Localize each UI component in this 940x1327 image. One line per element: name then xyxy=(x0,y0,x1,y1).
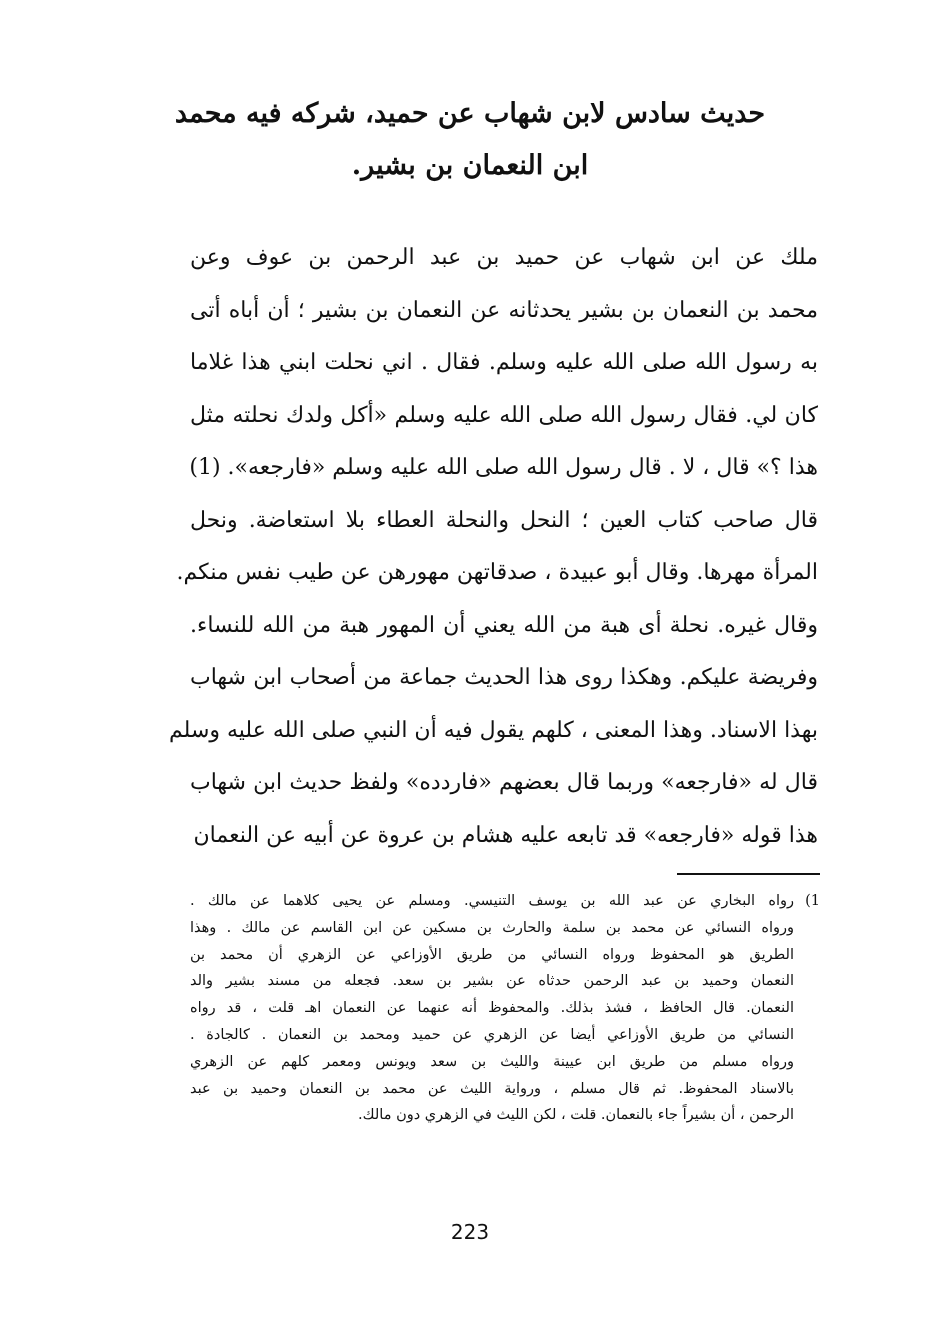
footnote-marker: 1) xyxy=(805,893,820,909)
footnote-line: الرحمن ، أن بشيراً جاء بالنعمان. قلت ، لكن الليث في الزهري دون مالك. xyxy=(358,1107,794,1124)
heading-line-2: ابن النعمان بن بشير. xyxy=(351,150,589,181)
body-line: ملك عن ابن شهاب عن حميد بن عبد الرحمن بن عوف وعن xyxy=(190,245,818,270)
chapter-heading xyxy=(150,88,790,192)
footnote-line: الطريق هو المحفوظ ورواه النسائي من طريق الأوزاعي عن الزهري أن محمد بن xyxy=(190,946,794,963)
body-line: بهذا الاسناد. وهذا المعنى ، كلهم يقول فيه أن النبي صلى الله عليه وسلم xyxy=(169,717,818,743)
footnote-line: النعمان. قال الحافظ ، فشذ بذلك. والمحفوظ أنه عنهما عن النعمان اهـ قلت ، قد رواه xyxy=(190,1000,794,1017)
body-line: محمد بن النعمان بن بشير يحدثانه عن النعمان بن بشير ؛ أن أباه أتى xyxy=(190,297,819,323)
footnote-text xyxy=(190,888,794,1129)
body-line: هذا ؟» قال ، لا . قال رسول الله صلى الله عليه وسلم «فارجعه». (1) xyxy=(189,455,818,480)
footnotes xyxy=(190,888,820,1129)
body-line: به رسول الله صلى الله عليه وسلم. فقال . اني نحلت ابني هذا غلاما xyxy=(190,350,818,375)
body-line: وفريضة عليكم. وهكذا روى هذا الحديث جماعة من أصحاب ابن شهاب xyxy=(190,665,818,690)
page-number: 223 xyxy=(450,1220,490,1244)
body-line: هذا قوله «فارجعه» قد تابعه عليه هشام بن عروة عن أبيه عن النعمان xyxy=(193,822,818,848)
footnote-line: ورواه مسلم من طريق ابن عيينة والليث بن سعد ويونس ومعمر كلهم عن الزهري xyxy=(190,1053,794,1070)
body-line: قال له «فارجعه» وربما قال بعضهم «فاردده» ولفظ حديث ابن شهاب xyxy=(190,770,818,795)
footnote-line: النعمان وحميد بن عبد الرحمن حدثاه عن بشير بن سعد. فجعله من مسند بشير والد xyxy=(190,973,794,990)
body-line: المرأة مهرها. وقال أبو عبيدة ، صدقاتهن مهورهن عن طيب نفس منكم. xyxy=(176,560,818,585)
footnote-line: بالاسناد المحفوظ. ثم قال مسلم ، ورواية الليث عن محمد بن النعمان وحميد بن عبد xyxy=(190,1080,794,1097)
footnote-divider xyxy=(677,873,820,875)
body-line: وقال غيره. نحلة أى هبة من الله يعني أن المهور هبة من الله للنساء. xyxy=(190,612,818,638)
heading-line-1: حديث سادس لابن شهاب عن حميد، شركه فيه محمد xyxy=(174,98,766,129)
footnote-line: النسائي من طريق الأوزاعي أيضا عن الزهري عن حميد ومحمد بن النعمان . كالجادة . xyxy=(190,1026,794,1043)
body-line: كان لي. فقال رسول الله صلى الله عليه وسلم «أكل ولدك نحلته مثل xyxy=(190,402,818,428)
body-line: قال صاحب كتاب العين ؛ النحل والنحلة العطاء بلا استعاضة. ونحل xyxy=(190,507,818,533)
footnote-line: ورواه النسائي عن محمد بن سلمة والحارث بن مسكين عن ابن القاسم عن مالك . وهذا xyxy=(190,919,794,936)
footnote-1 xyxy=(190,888,820,1129)
footnote-line: رواه البخاري عن عبد الله بن يوسف التنيسي. ومسلم عن يحيى كلاهما عن مالك . xyxy=(190,893,794,909)
main-text xyxy=(169,232,819,862)
